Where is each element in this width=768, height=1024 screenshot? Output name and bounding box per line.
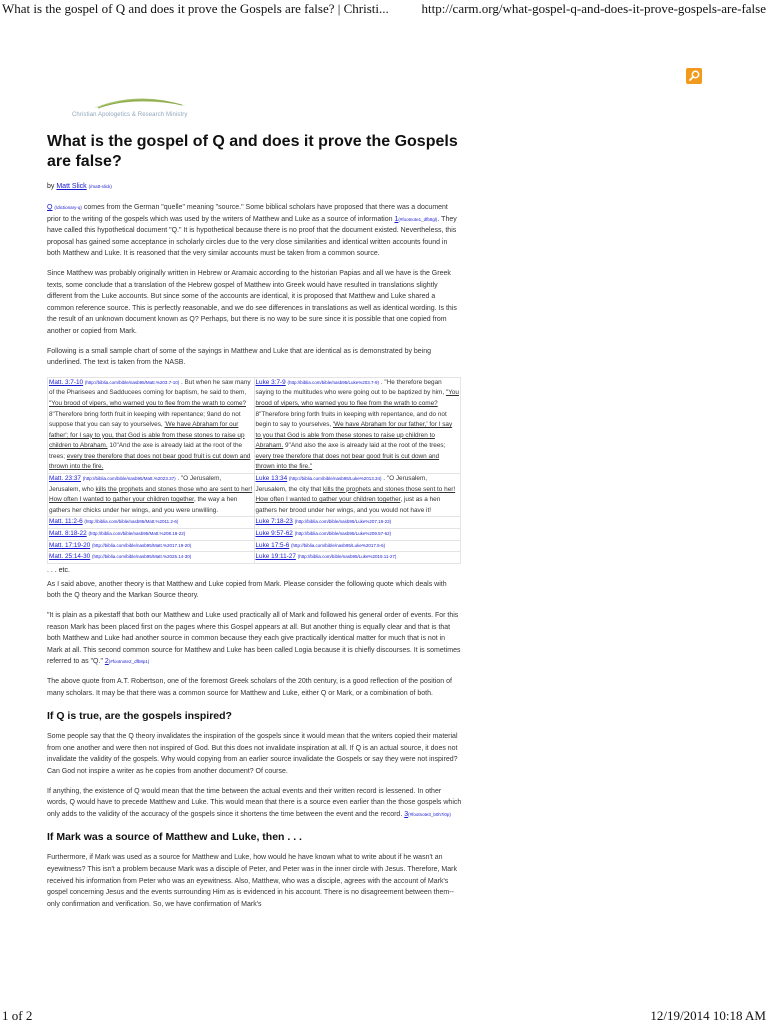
- luke-ref-url: (http://biblia.com/bible/nasb95/Luke%2017.5-6): [291, 542, 386, 548]
- page-title: What is the gospel of Q and does it prove the Gospels are false?: [47, 133, 458, 170]
- intro-text-2: . They have called this hypothetical document "Q." It is hypothetical because there is no proof that the document existed. Nevertheless, this proposal has gained some acceptance in scholarly circles due to the very close similarities and identical written accounts found in both Matthew and Luke. It is reasoned that the very similar accounts must be taken from a common source.: [47, 215, 457, 258]
- matthew-ref-url: (http://biblia.com/bible/nasb95/Matt.%2025.14-30): [92, 554, 192, 560]
- matthew-ref-link[interactable]: Matt. 11:2-6: [49, 518, 83, 526]
- search-icon: [686, 68, 702, 84]
- matthew-ref-link[interactable]: Matt. 8:18-22: [49, 530, 87, 538]
- matthew-ref-url: (http://biblia.com/bible/nasb95/Matt.%2011.2-6): [84, 519, 179, 525]
- luke-ref-link[interactable]: Luke 19:11-27: [255, 553, 296, 561]
- byline-prefix: by: [47, 183, 57, 190]
- matthew-ref-link[interactable]: Matt. 25:14-30: [49, 553, 91, 561]
- matthew-cell: [48, 377, 255, 473]
- table-row: [48, 377, 461, 473]
- print-header-title: What is the gospel of Q and does it prove the Gospels are false? | Christi...: [2, 1, 389, 16]
- inspiration-paragraph: Some people say that the Q theory invalidates the inspiration of the gospels since it would mean that the writers copied their material from one another and were then not inspired of God. But this does not invalidate inspiration at all. If Q is an actual source, it does not invalidate the validity of the gospels. Why would copying from an earlier source invalidate the Gospels or say they were not inspired? Can God not inspire a writer as he copies from another document? Of course.: [47, 733, 458, 775]
- table-row: [48, 540, 461, 552]
- print-header-url: http://carm.org/what-gospel-q-and-does-it-prove-gospels-are-false: [421, 1, 766, 16]
- verse-text: 8"Therefore bring forth fruit in keeping with repentance; 9and do not suppose that you can say to yourselves,: [49, 410, 241, 429]
- luke-cell: [254, 377, 461, 473]
- q-dictionary-link[interactable]: Q: [47, 204, 53, 211]
- section-heading-mark: If Mark was a source of Matthew and Luke, then . . .: [47, 831, 302, 844]
- verse-text: . "He therefore began saying to the multitudes who were going out to be baptized by him,: [255, 378, 446, 397]
- matthew-cell: [48, 517, 255, 529]
- author-url: (/matt-slick): [88, 184, 112, 189]
- verse-text: 10"And the axe is already laid at the root of the trees;: [49, 442, 243, 460]
- matthew-ref-url: (http://biblia.com/bible/nasb95/Matt.%2023.37): [82, 476, 176, 482]
- luke-ref-url: (http://biblia.com/bible/nasb95/Luke%2019.11-27): [297, 554, 397, 560]
- verse-underlined: 'We have Abraham for our father,' for I say to you that God is able from these stones to raise up children to Abraham.: [255, 421, 453, 450]
- matthew-cell: [48, 474, 255, 517]
- luke-cell: [254, 552, 461, 564]
- verse-text: , the way a hen gathers her chicks under her wings, and you were unwilling.: [49, 496, 238, 514]
- existence-text: If anything, the existence of Q would mean that the time between the actual events and their written record is lessened. In other words, Q would have to precede Matthew and Luke. This would mean that there is a source even earlier than the those gospels which only adds to the validity of the accuracy of the gospels since it shortens the time between the event and the record.: [47, 787, 462, 818]
- footnote-1-link[interactable]: 1: [394, 215, 399, 223]
- logo[interactable]: [64, 88, 214, 128]
- print-header: [0, 0, 768, 18]
- luke-ref-link[interactable]: Luke 13:34: [255, 475, 288, 483]
- footnote-3-url: (#footnote3_b0h7i0p): [408, 811, 451, 817]
- matthew-ref-url: (http://biblia.com/bible/nasb95/Matt.%2017.19-20): [92, 542, 192, 548]
- verse-text: 9"And also the axe is already laid at the root of the trees;: [283, 442, 446, 450]
- author-link[interactable]: Matt Slick: [56, 183, 87, 190]
- table-row: [48, 552, 461, 564]
- verse-underlined: "You brood of vipers, who warned you to flee from the wrath to come?: [49, 399, 247, 407]
- q-dictionary-url: (/dictionary-q): [54, 205, 82, 210]
- luke-ref-link[interactable]: Luke 9:57-62: [255, 530, 293, 538]
- verse-underlined: kills the prophets and stones those sent to her! How often I wanted to gather your children together: [255, 485, 456, 504]
- section-heading-inspired: If Q is true, are the gospels inspired?: [47, 710, 232, 723]
- verse-text: . "O Jerusalem, Jerusalem, the city that: [255, 475, 428, 493]
- chart-intro-paragraph: Following is a small sample chart of some of the sayings in Matthew and Luke that are identical as is demonstrated by being underlined. The text is taken from the NASB.: [47, 347, 432, 367]
- print-timestamp: 12/19/2014 10:18 AM: [650, 1008, 766, 1023]
- verse-text: . But when he saw many of the Pharisees and Sadducees coming for baptism, he said to them,: [49, 378, 251, 397]
- matthew-cell: [48, 529, 255, 541]
- mark-theory-paragraph: As I said above, another theory is that Matthew and Luke copied from Mark. Please consider the following quote which deals with both the Q theory and the Markan Source theory.: [47, 580, 447, 600]
- comparison-table: [47, 377, 461, 564]
- verse-underlined: 'We have Abraham for our father'; for I say to you, that God is able from these stones to raise up children to Abraham.: [49, 421, 245, 450]
- verse-text: . "O Jerusalem, Jerusalem, who: [49, 475, 222, 493]
- footnote-2-link[interactable]: 2: [104, 658, 109, 666]
- search-button[interactable]: [686, 68, 702, 84]
- footnote-3-link[interactable]: 3: [404, 810, 409, 818]
- byline: [47, 182, 462, 192]
- footnote-1-url: (#footnote1_dfb8gl): [398, 216, 438, 222]
- luke-cell: [254, 529, 461, 541]
- table-row: [48, 529, 461, 541]
- luke-ref-link[interactable]: Luke 17:5-6: [255, 541, 290, 549]
- article: [47, 132, 462, 910]
- page-number: 1 of 2: [2, 1008, 33, 1023]
- matthew-ref-url: (http://biblia.com/bible/nasb95/Matt.%208.18-22): [88, 531, 186, 537]
- robertson-quote: [47, 610, 462, 668]
- papias-paragraph: Since Matthew was probably originally written in Hebrew or Aramaic according to the historian Papias and all we have is the Greek texts, some conclude that a translation of the Hebrew gospel of Matthew into Greek would have resulted in translations slightly different from the Luke accounts. But since some of the accounts are identical, it is proposed that Matthew and Luke shared a common reference source. This is perfectly reasonable, and we do see differences in translations as well as identical wording. Is this the result of an unknown document known as Q? Perhaps, but there is no way to be sure since it is possible that one copied from another or copied from Mark.: [47, 269, 457, 335]
- luke-ref-url: (http://biblia.com/bible/nasb95/Luke%2013.34): [288, 476, 382, 482]
- print-footer: [0, 1006, 768, 1024]
- existence-paragraph: [47, 786, 462, 821]
- luke-ref-link[interactable]: Luke 7:18-23: [255, 518, 293, 526]
- quote-text: "It is plain as a pikestaff that both our Matthew and Luke used practically all of Mark and followed his general order of events. For this reason Mark has been placed first on the pages where this Gospel appears at all. But another thing is equally clear and that is that both Matthew and Luke had another source in common because they each give practically identical matter for much that is not in Mark at all. This second common source for Matthew and Luke has been called Logia because it is chiefly discourses. It is sometimes referred to as "Q.": [47, 612, 461, 666]
- table-row: [48, 517, 461, 529]
- matthew-ref-link[interactable]: Matt. 17:19-20: [49, 541, 91, 549]
- matthew-ref-url: (http://biblia.com/bible/nasb95/Matt.%203.7-10): [84, 379, 180, 385]
- intro-text-1: comes from the German "quelle" meaning "source." Some biblical scholars have proposed that there was a document prior to the writing of the gospels which was used by the writers of Matthew and Luke as a source of information: [47, 204, 448, 223]
- matthew-ref-link[interactable]: Matt. 23:37: [49, 475, 81, 483]
- matthew-ref-link[interactable]: Matt. 3:7-10: [49, 378, 84, 386]
- matthew-cell: [48, 552, 255, 564]
- robertson-paragraph: The above quote from A.T. Robertson, one of the foremost Greek scholars of the 20th century, is a good reflection of the position of many scholars. It may be that there was a common source for Matthew and Luke, either Q or Mark, or a combination of both.: [47, 677, 452, 697]
- matthew-cell: [48, 540, 255, 552]
- luke-ref-url: (http://biblia.com/bible/nasb95/Luke%203.7-9): [287, 379, 380, 385]
- verse-text: , just as a hen gathers her brood under her wings, and you would not have it!: [255, 496, 441, 514]
- logo-swoosh-icon: [64, 88, 214, 112]
- luke-cell: [254, 517, 461, 529]
- luke-cell: [254, 540, 461, 552]
- luke-ref-url: (http://biblia.com/bible/nasb95/Luke%207.18-23): [294, 519, 392, 525]
- luke-ref-url: (http://biblia.com/bible/nasb95/Luke%209.57-62): [294, 531, 392, 537]
- verse-underlined: every tree therefore that does not bear good fruit is cut down and thrown into the fire.": [255, 452, 440, 471]
- luke-ref-link[interactable]: Luke 3:7-9: [255, 378, 286, 386]
- intro-paragraph: [47, 202, 462, 260]
- verse-underlined: kills the prophets and stones those who are sent to her! How often I wanted to gather your children together: [49, 485, 253, 504]
- mark-source-paragraph: Furthermore, if Mark was used as a source for Matthew and Luke, how would he have known what to write about if he wasn't an eyewitness? This isn't a problem because Mark was a disciple of Peter, and Peter was in the inner circle with Jesus. Therefore, Mark received his information from Peter who was an eyewitness. Also, Matthew, who was a disciple, agrees with the account of Mark's gospel concerning Jesus and the events surrounding Him as is evidenced in his account. There is no disagreement between them--only confirmation and verification. So, we have confirmation of Mark's: [47, 854, 457, 908]
- footnote-2-url: (#footnote2_dfb8p1): [108, 659, 150, 665]
- verse-underlined: every tree therefore that does not bear good fruit is cut down and thrown into the fire.: [49, 452, 251, 471]
- verse-underlined: "You brood of vipers, who warned you to flee from the wrath to come?: [255, 389, 459, 407]
- verse-text: 8"Therefore bring forth fruits in keeping with repentance, and do not begin to say to yourselves,: [255, 410, 447, 429]
- table-row: [48, 474, 461, 517]
- logo-tagline: Christian Apologetics & Research Ministry: [72, 112, 188, 118]
- luke-cell: [254, 474, 461, 517]
- table-etc: . . . etc.: [47, 566, 70, 574]
